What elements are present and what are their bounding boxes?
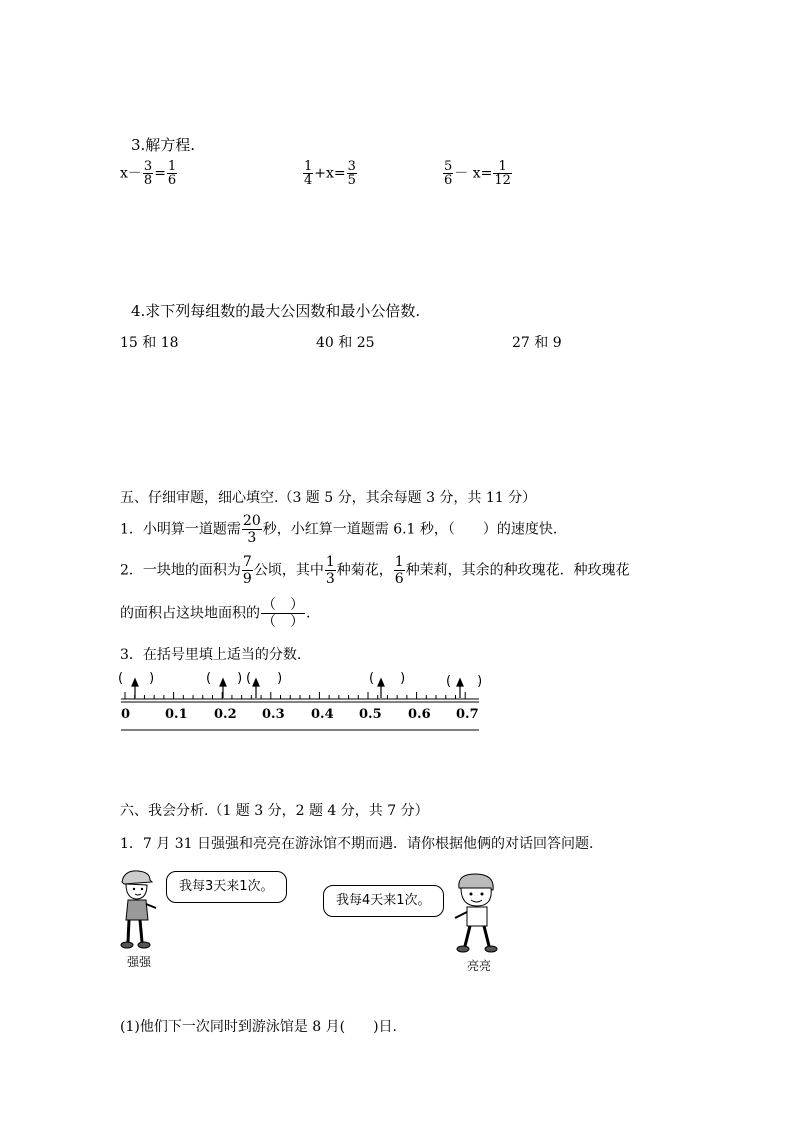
section-5-heading: 五、仔细审题，细心填空.（3 题 5 分，其余每题 3 分，共 11 分） bbox=[120, 490, 537, 506]
number-line bbox=[115, 664, 485, 734]
numerator: 1 bbox=[304, 159, 313, 174]
equation-1 bbox=[120, 160, 178, 187]
denominator: 3 bbox=[325, 571, 335, 587]
s5-p2-text-f: . bbox=[306, 605, 311, 622]
boy-liangliang-illustration bbox=[451, 872, 503, 956]
number-line-arrows bbox=[132, 679, 463, 698]
s5-p2-text-c: 种菊花， bbox=[336, 562, 393, 579]
numerator: 20 bbox=[242, 513, 261, 529]
chrysanthemum-fraction bbox=[325, 554, 336, 587]
axis-label-0.1: 0.1 bbox=[165, 707, 188, 722]
eq3-fraction-a bbox=[443, 160, 453, 187]
equation-2 bbox=[302, 160, 358, 187]
s5-p1-text-b: 秒，小红算一道题需 6.1 秒，（ ）的速度快. bbox=[262, 521, 558, 538]
denominator-blank: （ ） bbox=[262, 614, 304, 630]
s6-sub-question-1: (1)他们下一次同时到游泳馆是 8 月( )日. bbox=[120, 1019, 398, 1035]
time-fraction bbox=[242, 513, 262, 546]
denominator: 5 bbox=[347, 173, 356, 188]
gcd-group-1: 15 和 18 bbox=[120, 335, 179, 351]
section-6-heading: 六、我会分析.（1 题 3 分，2 题 4 分，共 7 分） bbox=[120, 803, 429, 819]
numerator: 1 bbox=[167, 159, 177, 174]
axis-label-0.2: 0.2 bbox=[214, 707, 237, 722]
eq3-fraction-b bbox=[493, 160, 512, 187]
speech-bubble-liangliang: 我每4天来1次。 bbox=[323, 885, 444, 917]
numerator: 3 bbox=[143, 159, 153, 174]
eq2-fraction-b bbox=[347, 160, 357, 187]
boy-qiangqiang-illustration bbox=[114, 868, 162, 952]
number-line-ticks bbox=[125, 692, 465, 699]
fraction-blank-3[interactable]: ( ) bbox=[246, 671, 283, 686]
numerator: 1 bbox=[493, 160, 512, 174]
eq1-equals: = bbox=[154, 165, 166, 182]
s5-p2-text-e: 的面积占这块地面积的 bbox=[120, 605, 260, 622]
s5-p2-text-b: 公顷，其中 bbox=[253, 562, 324, 579]
name-liangliang: 亮亮 bbox=[467, 959, 492, 973]
fraction-blank-1[interactable]: ( ) bbox=[118, 671, 155, 686]
axis-label-0.4: 0.4 bbox=[311, 707, 334, 722]
numerator: 7 bbox=[242, 554, 252, 570]
numerator: 3 bbox=[347, 159, 356, 174]
denominator: 6 bbox=[394, 571, 404, 587]
equation-3 bbox=[442, 160, 513, 187]
s5-p1-text-a: 1．小明算一道题需 bbox=[120, 521, 241, 538]
denominator: 12 bbox=[494, 173, 511, 188]
axis-label-0: 0 bbox=[121, 707, 131, 722]
jasmine-fraction bbox=[394, 554, 405, 587]
numerator: 5 bbox=[444, 159, 453, 174]
eq1-text: x－ bbox=[120, 165, 142, 182]
s6-problem-1: 1．7 月 31 日强强和亮亮在游泳馆不期而遇．请你根据他俩的对话回答问题. bbox=[120, 836, 594, 852]
numerator: 1 bbox=[394, 554, 404, 570]
axis-label-0.3: 0.3 bbox=[262, 707, 285, 722]
fraction-blank-4[interactable]: ( ) bbox=[369, 671, 406, 686]
denominator: 6 bbox=[444, 173, 453, 188]
eq2-text: +x= bbox=[314, 165, 346, 182]
s5-p2-text-a: 2．一块地的面积为 bbox=[120, 562, 241, 579]
denominator: 9 bbox=[242, 571, 252, 587]
s5-problem-2-line-1 bbox=[120, 554, 630, 587]
q4-title: 4.求下列每组数的最大公因数和最小公倍数. bbox=[131, 302, 421, 320]
eq1-fraction-a bbox=[143, 160, 153, 187]
denominator: 8 bbox=[143, 173, 153, 188]
s5-p2-text-d: 种茉莉，其余的种玫瑰花．种玫瑰花 bbox=[405, 562, 630, 579]
numerator-blank: （ ） bbox=[262, 597, 304, 613]
gcd-group-3: 27 和 9 bbox=[512, 335, 562, 351]
s5-problem-1 bbox=[120, 513, 557, 546]
eq1-fraction-b bbox=[167, 160, 177, 187]
denominator: 6 bbox=[167, 173, 177, 188]
fraction-blank-2[interactable]: ( ) bbox=[206, 671, 243, 686]
q3-title: 3.解方程. bbox=[131, 136, 196, 154]
area-fraction bbox=[242, 554, 253, 587]
fraction-blank-5[interactable]: ( ) bbox=[446, 674, 483, 689]
denominator: 4 bbox=[304, 173, 313, 188]
s5-problem-3: 3．在括号里填上适当的分数. bbox=[120, 647, 302, 663]
s5-problem-2-line-2 bbox=[120, 597, 310, 630]
name-qiangqiang: 强强 bbox=[127, 955, 152, 969]
numerator: 1 bbox=[325, 554, 335, 570]
answer-fraction-blank bbox=[261, 597, 305, 630]
denominator: 3 bbox=[247, 530, 257, 546]
eq2-fraction-a bbox=[303, 160, 313, 187]
axis-label-0.5: 0.5 bbox=[359, 707, 382, 722]
axis-label-0.7: 0.7 bbox=[456, 707, 479, 722]
eq3-text: － x= bbox=[454, 165, 493, 182]
axis-label-0.6: 0.6 bbox=[408, 707, 431, 722]
gcd-group-2: 40 和 25 bbox=[316, 335, 375, 351]
speech-bubble-qiangqiang: 我每3天来1次。 bbox=[166, 871, 287, 903]
number-line-axis bbox=[121, 699, 479, 702]
